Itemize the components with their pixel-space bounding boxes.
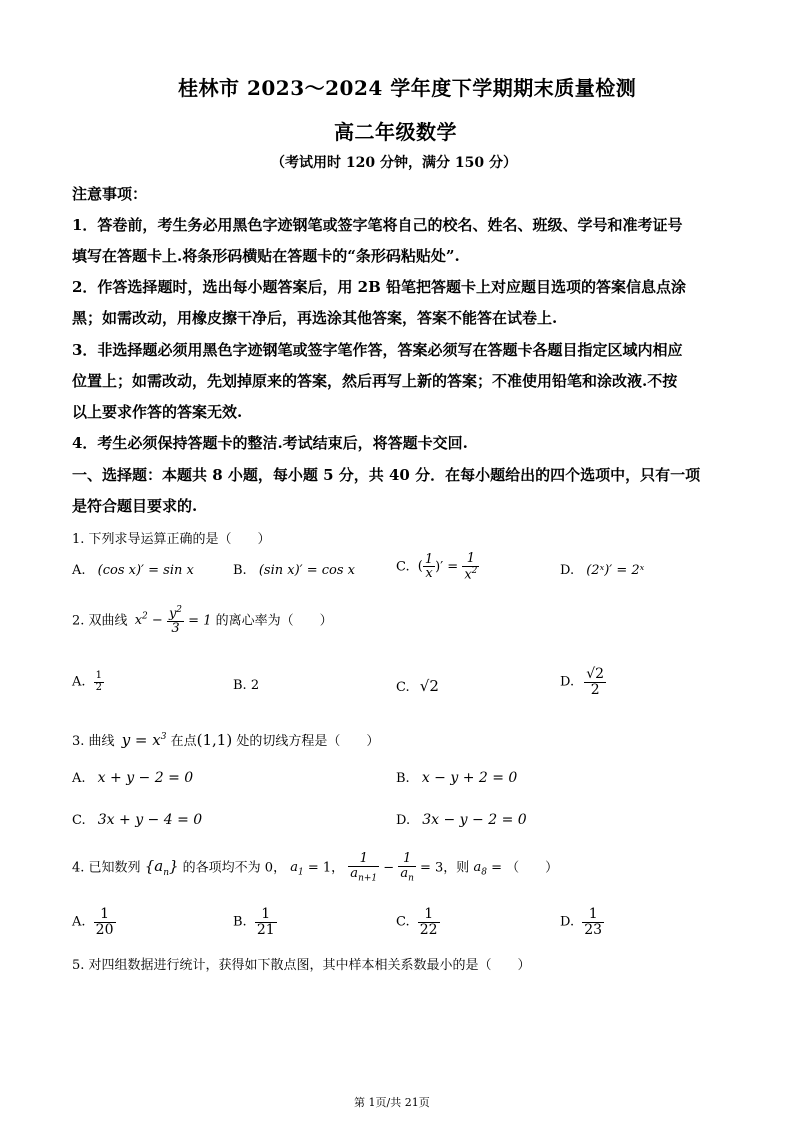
q2-label-a: A. [72,674,86,690]
q2-d-num: √2 [586,666,605,682]
q3-a-expr: x + y − 2 = 0 [97,770,194,786]
q3-point: (1,1) [196,731,233,749]
q3-option-c [72,812,202,828]
q1-label-c: C. [396,559,410,575]
q1-d-expr: (2ˣ)′ = 2ˣ [586,563,645,578]
q2-option-c [396,677,439,695]
q3-label-d: D. [396,813,411,828]
question-4-stem: 4. 已知数列 $\{a_n\}$ 的各项均不为 0， $a_1 = 1$， $\frac{1}{a_{n+1}}$ − $\frac{1}{a_n}$ = 3，则 $a_8$ = （ ） [72,851,559,884]
note-2-line-2: 黑；如需改动，用橡皮擦干净后，再选涂其他答案，答案不能答在试卷上. [72,309,558,327]
q3-suffix: 处的切线方程是（ ） [236,734,380,749]
q2-option-a [72,671,104,693]
question-2-stem: 2. 双曲线 $x^2$ − $\frac{y^2}{3}$ = 1 的离心率为（ ） [72,605,333,636]
q4-a-den: 20 [95,921,114,938]
q2-d-den: 2 [590,681,600,698]
q4-option-d: D. $\frac{1}{23}$ [560,906,603,938]
note-3-line-1: 3．非选择题必须用黑色字迹钢笔或签字笔作答，答案必须写在答题卡各题目指定区域内相应 [72,341,683,359]
note-1-line-1: 1．答卷前，考生务必用黑色字迹钢笔或签字笔将自己的校名、姓名、班级、学号和准考证号 [72,216,683,234]
q4-b-den: 21 [256,921,275,938]
q1-option-c: C. ( $\frac{1}{x}$ )′ = $\frac{1}{x^2}$ [396,551,478,582]
q4-label-d: D. [560,914,575,930]
q2-label-c: C. [396,680,410,695]
q2-a-num: 1 [95,670,103,681]
q4-option-b: B. $\frac{1}{21}$ [233,906,275,938]
section-heading-line-2: 是符合题目要求的. [72,497,198,515]
q4-suffix: = （ ） [491,860,559,876]
q2-option-b: B. 2 [233,678,260,693]
q4-cond2: = 3，则 [420,860,470,876]
q3-option-d [396,812,527,828]
q1-b-expr: (sin x)′ = cos x [258,563,355,578]
question-5-stem: 5. 对四组数据进行统计，获得如下散点图，其中样本相关系数最小的是（ ） [72,958,531,973]
q3-option-b [396,770,517,786]
q4-d-den: 23 [584,921,603,938]
section-heading-line-1: 一、选择题：本题共 8 小题，每小题 5 分，共 40 分．在每小题给出的四个选项中，只有一项 [72,466,701,484]
q4-prefix: 4. 已知数列 [72,860,141,876]
q3-label-a: A. [72,771,86,786]
note-4-line-1: 4．考生必须保持答题卡的整洁.考试结束后，将答题卡交回. [72,434,468,452]
q3-label-c: C. [72,813,86,828]
q2-prefix: 2. 双曲线 [72,613,128,629]
note-3-line-2: 位置上；如需改动，先划掉原来的答案，然后再写上新的答案；不准使用铅笔和涂改液.不按 [72,372,678,390]
q3-c-expr: 3x + y − 4 = 0 [97,812,203,828]
q4-cond1: = 1， [307,860,345,876]
q3-d-expr: 3x − y − 2 = 0 [422,812,527,828]
q1-label-a: A. [72,563,86,578]
note-1-line-2: 填写在答题卡上.将条形码横贴在答题卡的“条形码粘贴处”. [72,247,460,265]
q4-mid: 的各项均不为 0， [182,860,287,876]
q3-mid: 在点 [170,734,197,749]
q3-b-expr: x − y + 2 = 0 [421,770,518,786]
q1-a-expr: (cos x)′ = sin x [97,563,194,578]
q2-suffix: 的离心率为（ ） [215,613,333,629]
exam-info: （考试用时 120 分钟，满分 150 分） [271,155,517,171]
note-3-line-3: 以上要求作答的答案无效. [72,403,243,421]
q3-label-b: B. [396,771,410,786]
q4-label-a: A. [72,914,86,930]
q1-option-a [72,563,194,578]
q1-option-b [233,563,355,578]
q2-a-den: 2 [95,681,103,693]
q3-option-a [72,770,193,786]
q4-label-c: C. [396,914,410,930]
q4-option-a: A. $\frac{1}{20}$ [72,906,114,938]
q2-option-d [560,667,606,697]
q4-label-b: B. [233,914,247,930]
q1-option-d [560,563,644,578]
q1-label-b: B. [233,563,247,578]
q4-c-den: 22 [419,921,438,938]
q3-prefix: 3. 曲线 [72,734,115,749]
exam-title: 桂林市 2023～2024 学年度下学期期末质量检测 [178,76,637,100]
note-2-line-1: 2．作答选择题时，选出每小题答案后，用 2B 铅笔把答题卡上对应题目选项的答案信息点涂 [72,278,687,296]
q2-label-d: D. [560,674,575,690]
q2-c-expr: √2 [419,677,439,695]
notes-heading: 注意事项： [72,185,148,203]
question-1-stem: 1. 下列求导运算正确的是（ ） [72,532,271,547]
question-3-stem: 3. 曲线 $y = x^3$ 在点(1,1) 处的切线方程是（ ） [72,731,380,749]
exam-subtitle: 高二年级数学 [334,120,457,144]
q4-option-c: C. $\frac{1}{22}$ [396,906,438,938]
page-number: 第 1页/共 21页 [354,1096,430,1109]
q1-label-d: D. [560,563,575,578]
